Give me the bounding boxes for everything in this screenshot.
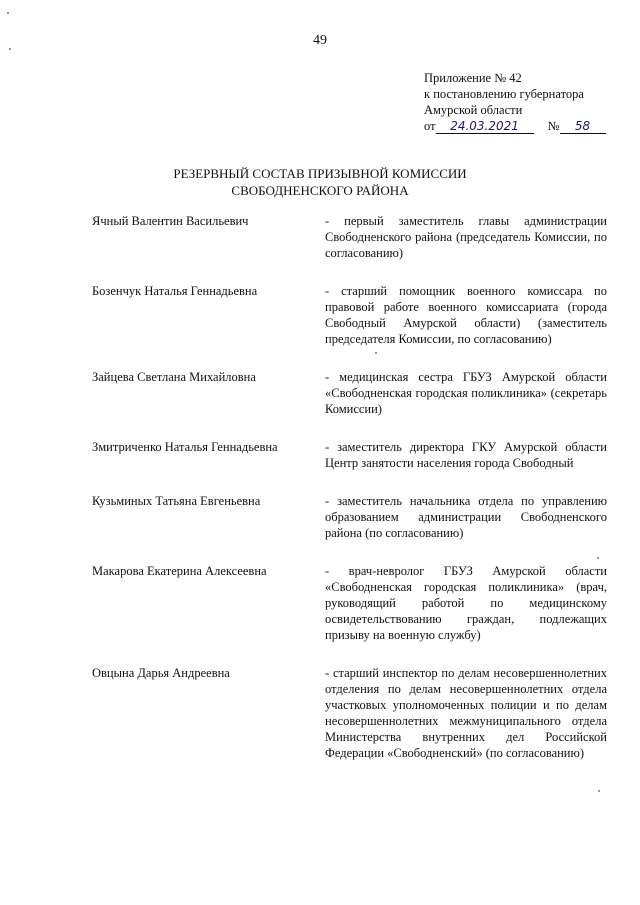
- appendix-line-3: Амурской области: [424, 103, 523, 117]
- member-row: [92, 563, 612, 643]
- handwritten-date: 24.03.2021: [436, 119, 534, 134]
- member-name: Овцына Дарья Андреевна: [92, 666, 230, 680]
- member-role: - медицинская сестра ГБУЗ Амурской области «Свободненская городская поликлиника» (секретарь Комиссии): [325, 370, 607, 416]
- appendix-line-2: к постановлению губернатора: [424, 87, 584, 101]
- member-name: Макарова Екатерина Алексеевна: [92, 564, 267, 578]
- member-row: [92, 369, 612, 417]
- scan-speck: [375, 352, 377, 354]
- member-name: Зайцева Светлана Михайловна: [92, 370, 256, 384]
- member-row: [92, 493, 612, 541]
- number-prefix: №: [547, 119, 560, 133]
- member-role: - первый заместитель главы администрации Свободненского района (председатель Комиссии, по согласованию): [325, 214, 607, 260]
- appendix-date-line: [424, 118, 624, 134]
- member-name: Ячный Валентин Васильевич: [92, 214, 249, 228]
- handwritten-number: 58: [560, 119, 606, 134]
- member-row: [92, 665, 612, 761]
- member-role: - старший инспектор по делам несовершеннолетних отделения по делам несовершеннолетних отдела участковых уполномоченных полиции и по делам несовершеннолетних межмуниципального отдела Министерства внутренних дел Российской Федерации «Свободненский» (по согласованию): [325, 666, 607, 760]
- appendix-line-1: Приложение № 42: [424, 71, 522, 85]
- title-line-1: РЕЗЕРВНЫЙ СОСТАВ ПРИЗЫВНОЙ КОМИССИИ: [173, 166, 467, 181]
- scan-speck: [597, 557, 599, 559]
- members-list: [92, 213, 612, 783]
- member-role: - заместитель директора ГКУ Амурской области Центр занятости населения города Свободный: [325, 440, 607, 470]
- document-title: [0, 165, 640, 199]
- member-name: Кузьминых Татьяна Евгеньевна: [92, 494, 261, 508]
- scan-speck: [7, 12, 9, 14]
- member-role: - старший помощник военного комиссара по правовой работе военного комиссариата (города Свободный Амурской области) (заместитель председателя Комиссии, по согласованию): [325, 284, 607, 346]
- scan-speck: [598, 790, 600, 792]
- member-name: Змитриченко Наталья Геннадьевна: [92, 440, 278, 454]
- member-row: [92, 439, 612, 471]
- member-role: - врач-невролог ГБУЗ Амурской области «Свободненская городская поликлиника» (врач, руководящий работой по медицинскому освидетельствованию граждан, подлежащих призыву на военную службу): [325, 564, 607, 642]
- member-row: [92, 213, 612, 261]
- date-prefix: от: [424, 119, 436, 133]
- member-row: [92, 283, 612, 347]
- scan-speck: [9, 48, 11, 50]
- page-number: 49: [313, 33, 327, 48]
- member-role: - заместитель начальника отдела по управлению образованием администрации Свободненского района (по согласованию): [325, 494, 607, 540]
- member-name: Бозенчук Наталья Геннадьевна: [92, 284, 258, 298]
- title-line-2: СВОБОДНЕНСКОГО РАЙОНА: [231, 183, 409, 198]
- appendix-block: [424, 70, 624, 134]
